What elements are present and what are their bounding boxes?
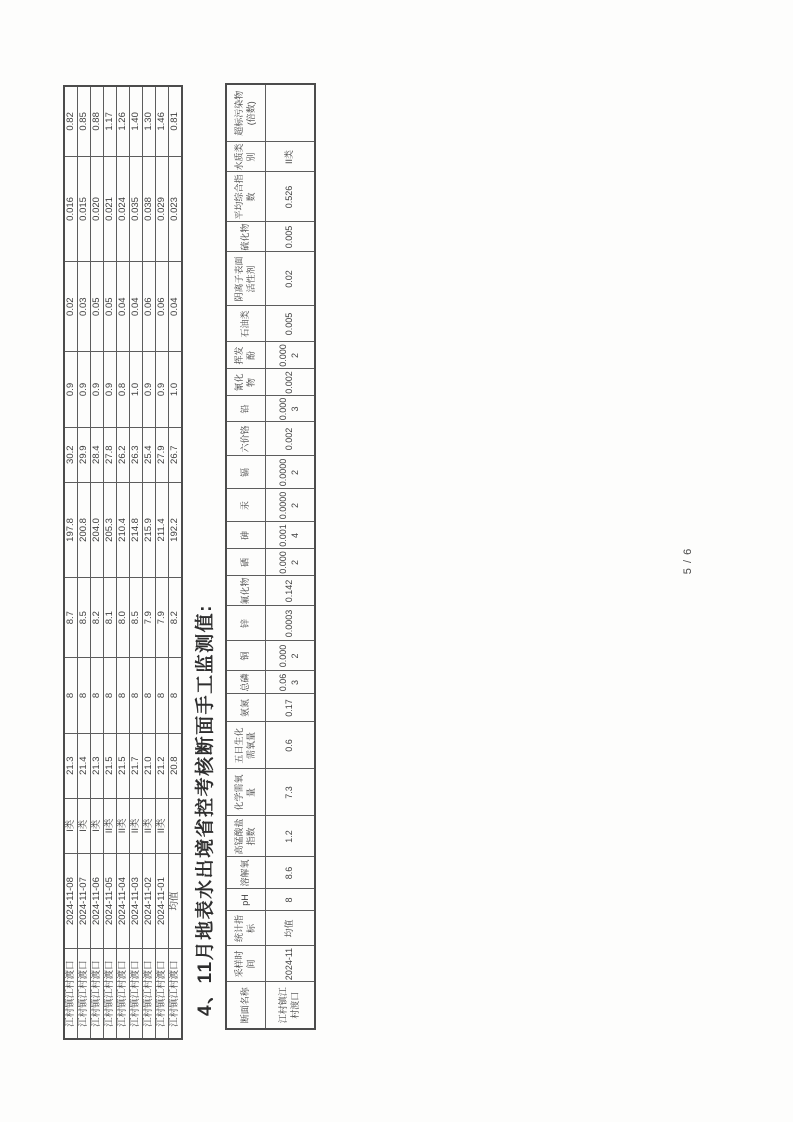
monitoring-cell: 0.038 (143, 156, 156, 261)
monitoring-cell: 江村镇江村渡口 (91, 949, 104, 1039)
auto-monitoring-table (63, 85, 183, 1040)
manual-header-cell: 五日生化需氧量 (226, 722, 266, 769)
monitoring-cell: 29.9 (78, 427, 91, 482)
monitoring-cell: 204.0 (91, 482, 104, 577)
manual-data-cell: 0.005 (266, 306, 316, 342)
monitoring-cell: 21.2 (156, 733, 169, 798)
monitoring-cell: 26.7 (169, 427, 183, 482)
manual-header-cell: 阴离子表面活性剂 (226, 252, 266, 306)
manual-data-cell: 2024-11 (266, 946, 316, 982)
manual-header-cell: 采样时间 (226, 946, 266, 982)
monitoring-cell: 0.024 (117, 156, 130, 261)
monitoring-cell: 2024-11-06 (91, 853, 104, 948)
monitoring-cell: 8 (130, 658, 143, 733)
monitoring-cell: 0.029 (156, 156, 169, 261)
monitoring-cell: I类 (64, 798, 78, 853)
manual-header-cell: 氰化物 (226, 369, 266, 396)
manual-header-cell: 超标污染物(倍数) (226, 84, 266, 142)
monitoring-cell: 0.9 (64, 352, 78, 427)
manual-header-cell: 镉 (226, 456, 266, 489)
monitoring-cell: 江村镇江村渡口 (117, 949, 130, 1039)
manual-header-cell: 氟化物 (226, 576, 266, 606)
monitoring-cell: 26.2 (117, 427, 130, 482)
manual-data-cell: 8.6 (266, 857, 316, 889)
monitoring-cell: 8 (64, 658, 78, 733)
manual-data-cell: 0.526 (266, 172, 316, 222)
manual-data-cell: 8 (266, 889, 316, 911)
manual-data-cell: 0.005 (266, 222, 316, 252)
manual-data-row (266, 84, 316, 1029)
manual-data-cell: 0.00002 (266, 456, 316, 489)
manual-header-cell: 硒 (226, 549, 266, 576)
monitoring-cell: 7.9 (156, 578, 169, 658)
monitoring-cell: 8.2 (169, 578, 183, 658)
monitoring-cell: 0.9 (91, 352, 104, 427)
manual-data-cell: 0.0002 (266, 342, 316, 369)
monitoring-row (91, 86, 104, 1039)
manual-header-cell: 化学需氧量 (226, 769, 266, 816)
monitoring-cell: 江村镇江村渡口 (169, 949, 183, 1039)
monitoring-cell: 25.4 (143, 427, 156, 482)
monitoring-cell: 8 (78, 658, 91, 733)
manual-data-cell (266, 84, 316, 142)
manual-data-cell: 0.0014 (266, 522, 316, 549)
monitoring-cell: 0.023 (169, 156, 183, 261)
monitoring-cell: 均值 (169, 853, 183, 948)
manual-header-cell: 平均综合指数 (226, 172, 266, 222)
monitoring-cell: II类 (104, 798, 117, 853)
monitoring-cell: 8 (156, 658, 169, 733)
manual-header-cell: 氨氮 (226, 694, 266, 722)
monitoring-cell: 江村镇江村渡口 (156, 949, 169, 1039)
monitoring-cell: 8 (143, 658, 156, 733)
monitoring-cell: 2024-11-04 (117, 853, 130, 948)
manual-data-cell: 均值 (266, 911, 316, 946)
monitoring-row (169, 86, 183, 1039)
monitoring-cell: 8 (169, 658, 183, 733)
manual-header-cell: 锌 (226, 606, 266, 641)
monitoring-cell: 0.05 (91, 262, 104, 352)
monitoring-cell: 0.82 (64, 86, 78, 156)
monitoring-cell: 8 (91, 658, 104, 733)
monitoring-cell: 0.015 (78, 156, 91, 261)
manual-header-cell: 统计指标 (226, 911, 266, 946)
monitoring-cell: 21.5 (104, 733, 117, 798)
manual-data-cell: 江村镇江村渡口 (266, 982, 316, 1029)
manual-header-cell: 汞 (226, 489, 266, 522)
manual-data-cell: 0.6 (266, 722, 316, 769)
manual-header-cell: 硫化物 (226, 222, 266, 252)
monitoring-cell: 21.5 (117, 733, 130, 798)
monitoring-row (104, 86, 117, 1039)
monitoring-cell: I类 (78, 798, 91, 853)
monitoring-cell: 1.46 (156, 86, 169, 156)
monitoring-cell: 26.3 (130, 427, 143, 482)
monitoring-cell: 200.8 (78, 482, 91, 577)
manual-header-cell: 砷 (226, 522, 266, 549)
manual-header-cell: 挥发酚 (226, 342, 266, 369)
manual-header-cell: 石油类 (226, 306, 266, 342)
monitoring-cell: 21.7 (130, 733, 143, 798)
monitoring-cell: 7.9 (143, 578, 156, 658)
monitoring-cell (169, 798, 183, 853)
monitoring-cell: I类 (91, 798, 104, 853)
monitoring-cell: 0.8 (117, 352, 130, 427)
monitoring-cell: 21.3 (91, 733, 104, 798)
manual-header-cell: 断面名称 (226, 982, 266, 1029)
monitoring-cell: 0.020 (91, 156, 104, 261)
monitoring-cell: 0.81 (169, 86, 183, 156)
monitoring-cell: 210.4 (117, 482, 130, 577)
manual-header-cell: 铜 (226, 641, 266, 671)
monitoring-cell: 1.17 (104, 86, 117, 156)
monitoring-row (64, 86, 78, 1039)
page-number: 5 / 6 (682, 547, 694, 575)
monitoring-cell: II类 (130, 798, 143, 853)
manual-header-row (226, 84, 266, 1029)
monitoring-cell: 20.8 (169, 733, 183, 798)
monitoring-cell: 2024-11-03 (130, 853, 143, 948)
monitoring-cell: 21.0 (143, 733, 156, 798)
monitoring-cell: 8.0 (117, 578, 130, 658)
monitoring-cell: 8 (117, 658, 130, 733)
manual-header-cell: pH (226, 889, 266, 911)
monitoring-cell: 0.035 (130, 156, 143, 261)
manual-header-cell: 六价铬 (226, 422, 266, 456)
manual-monitoring-table (225, 83, 316, 1030)
monitoring-cell: 0.9 (104, 352, 117, 427)
monitoring-cell: 2024-11-01 (156, 853, 169, 948)
manual-data-cell: 0.002 (266, 422, 316, 456)
monitoring-row (143, 86, 156, 1039)
monitoring-cell: 2024-11-07 (78, 853, 91, 948)
monitoring-cell: II类 (143, 798, 156, 853)
manual-data-cell: 0.0002 (266, 549, 316, 576)
monitoring-cell: 江村镇江村渡口 (64, 949, 78, 1039)
monitoring-cell: 0.88 (91, 86, 104, 156)
monitoring-cell: 205.3 (104, 482, 117, 577)
monitoring-cell: 0.02 (64, 262, 78, 352)
monitoring-cell: 214.8 (130, 482, 143, 577)
monitoring-cell: 21.3 (64, 733, 78, 798)
monitoring-cell: 1.0 (169, 352, 183, 427)
monitoring-cell: 0.06 (156, 262, 169, 352)
monitoring-cell: 2024-11-02 (143, 853, 156, 948)
monitoring-cell: II类 (156, 798, 169, 853)
manual-data-cell: 7.3 (266, 769, 316, 816)
monitoring-cell: 215.9 (143, 482, 156, 577)
monitoring-cell: 0.05 (104, 262, 117, 352)
manual-header-cell: 溶解氧 (226, 857, 266, 889)
monitoring-cell: 江村镇江村渡口 (104, 949, 117, 1039)
manual-data-cell: 0.0003 (266, 606, 316, 641)
t2-body (226, 84, 315, 1029)
monitoring-cell: 8.1 (104, 578, 117, 658)
monitoring-cell: 0.03 (78, 262, 91, 352)
manual-data-cell: 0.17 (266, 694, 316, 722)
monitoring-cell: 27.8 (104, 427, 117, 482)
manual-header-cell: 高锰酸盐指数 (226, 816, 266, 857)
monitoring-row (117, 86, 130, 1039)
monitoring-cell: 192.2 (169, 482, 183, 577)
manual-data-cell: 0.063 (266, 671, 316, 694)
monitoring-cell: 21.4 (78, 733, 91, 798)
monitoring-cell: 8.5 (130, 578, 143, 658)
manual-header-cell: 铅 (226, 396, 266, 422)
manual-data-cell: 0.0002 (266, 641, 316, 671)
monitoring-row (78, 86, 91, 1039)
manual-header-cell: 总磷 (226, 671, 266, 694)
section-title: 4、11月地表水出境省控考核断面手工监测值: (195, 604, 216, 1016)
monitoring-cell: 0.021 (104, 156, 117, 261)
monitoring-cell: 8.5 (78, 578, 91, 658)
monitoring-cell: 28.4 (91, 427, 104, 482)
monitoring-cell: 0.04 (130, 262, 143, 352)
monitoring-cell: 0.85 (78, 86, 91, 156)
monitoring-cell: 2024-11-08 (64, 853, 78, 948)
monitoring-cell: II类 (117, 798, 130, 853)
t1-body (64, 86, 182, 1039)
monitoring-cell: 2024-11-05 (104, 853, 117, 948)
monitoring-cell: 0.04 (117, 262, 130, 352)
monitoring-cell: 1.26 (117, 86, 130, 156)
manual-data-cell: 0.02 (266, 252, 316, 306)
monitoring-cell: 江村镇江村渡口 (78, 949, 91, 1039)
monitoring-cell: 8.2 (91, 578, 104, 658)
manual-data-cell: 0.142 (266, 576, 316, 606)
monitoring-cell: 1.0 (130, 352, 143, 427)
manual-data-cell: 1.2 (266, 816, 316, 857)
monitoring-cell: 197.8 (64, 482, 78, 577)
manual-header-cell: 水质类别 (226, 142, 266, 172)
manual-data-cell: II类 (266, 142, 316, 172)
manual-data-cell: 0.00002 (266, 489, 316, 522)
monitoring-cell: 27.9 (156, 427, 169, 482)
monitoring-cell: 8.7 (64, 578, 78, 658)
monitoring-cell: 8 (104, 658, 117, 733)
monitoring-cell: 江村镇江村渡口 (130, 949, 143, 1039)
monitoring-cell: 0.9 (143, 352, 156, 427)
monitoring-cell: 0.9 (156, 352, 169, 427)
monitoring-cell: 1.30 (143, 86, 156, 156)
monitoring-row (130, 86, 143, 1039)
monitoring-cell: 0.016 (64, 156, 78, 261)
monitoring-row (156, 86, 169, 1039)
manual-data-cell: 0.002 (266, 369, 316, 396)
monitoring-cell: 0.06 (143, 262, 156, 352)
monitoring-cell: 211.4 (156, 482, 169, 577)
manual-data-cell: 0.0003 (266, 396, 316, 422)
monitoring-cell: 0.9 (78, 352, 91, 427)
monitoring-cell: 江村镇江村渡口 (143, 949, 156, 1039)
monitoring-cell: 0.04 (169, 262, 183, 352)
monitoring-cell: 1.40 (130, 86, 143, 156)
monitoring-cell: 30.2 (64, 427, 78, 482)
